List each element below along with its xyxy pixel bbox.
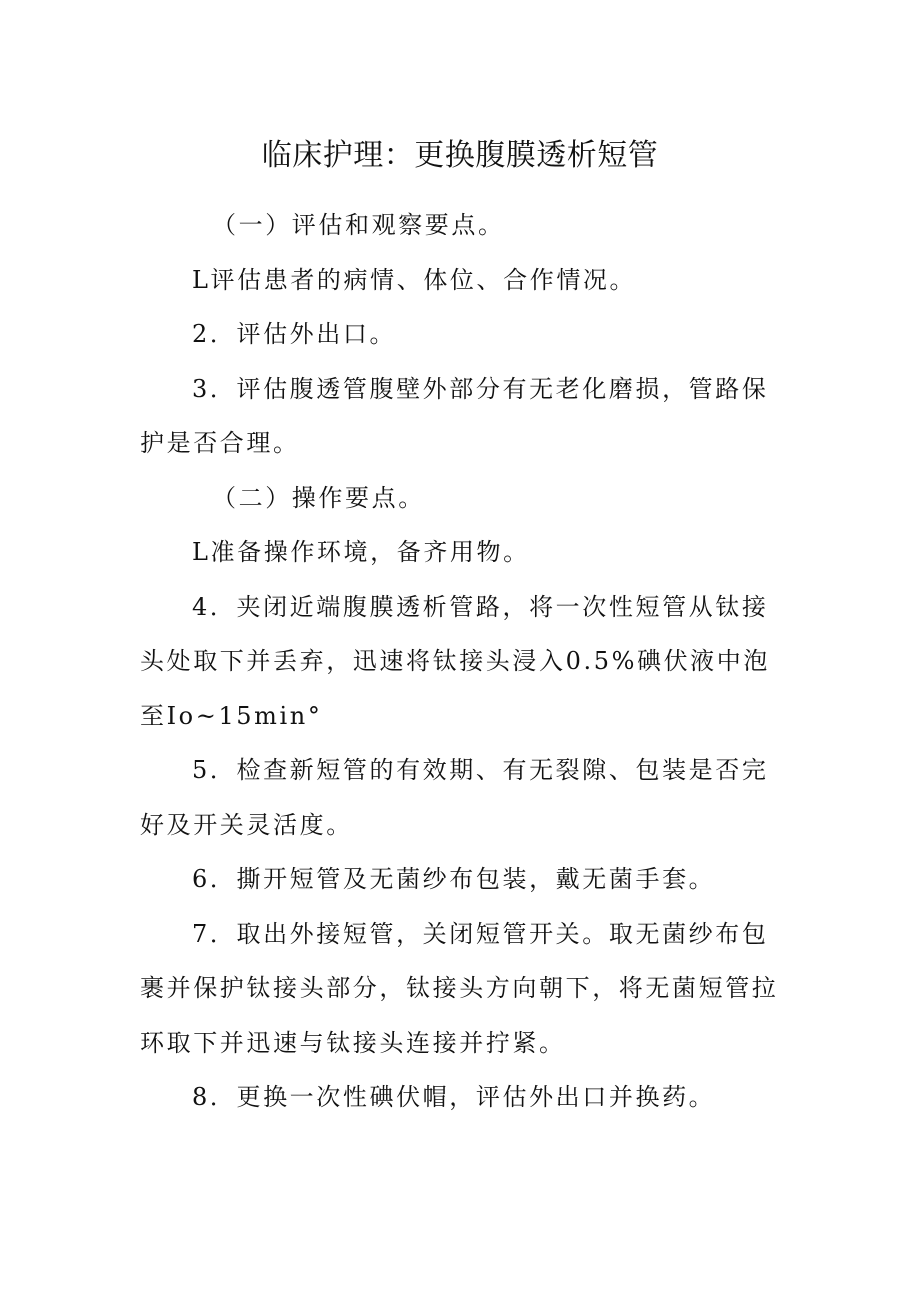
paragraph-item: 2．评估外出口。: [192, 320, 397, 348]
paragraph-item: L评估患者的病情、体位、合作情况。: [192, 265, 637, 294]
section-heading-operation: （二）操作要点。: [212, 483, 425, 512]
paragraph-item: 5．检查新短管的有效期、有无裂隙、包装是否完好及开关灵活度。: [140, 756, 769, 839]
document-body: [140, 198, 785, 1125]
paragraph-item: 6．撕开短管及无菌纱布包装，戴无菌手套。: [192, 865, 716, 893]
paragraph-item: 8．更换一次性碘伏帽，评估外出口并换药。: [192, 1083, 716, 1111]
paragraph-item: 3．评估腹透管腹壁外部分有无老化磨损，管路保护是否合理。: [140, 374, 769, 457]
paragraph-item: 7．取出外接短管，关闭短管开关。取无菌纱布包裹并保护钛接头部分，钛接头方向朝下，将无菌短管拉环取下并迅速与钛接头连接并拧紧。: [140, 919, 779, 1057]
paragraph-item: L准备操作环境，备齐用物。: [192, 538, 530, 566]
page-title: 临床护理：更换腹膜透析短管: [261, 138, 659, 174]
paragraph-item: 4．夹闭近端腹膜透析管路，将一次性短管从钛接头处取下并丢弃，迅速将钛接头浸入0.5%碘伏液中泡至Io~15min°: [140, 592, 770, 730]
section-heading-assessment: （一）评估和观察要点。: [212, 211, 505, 239]
